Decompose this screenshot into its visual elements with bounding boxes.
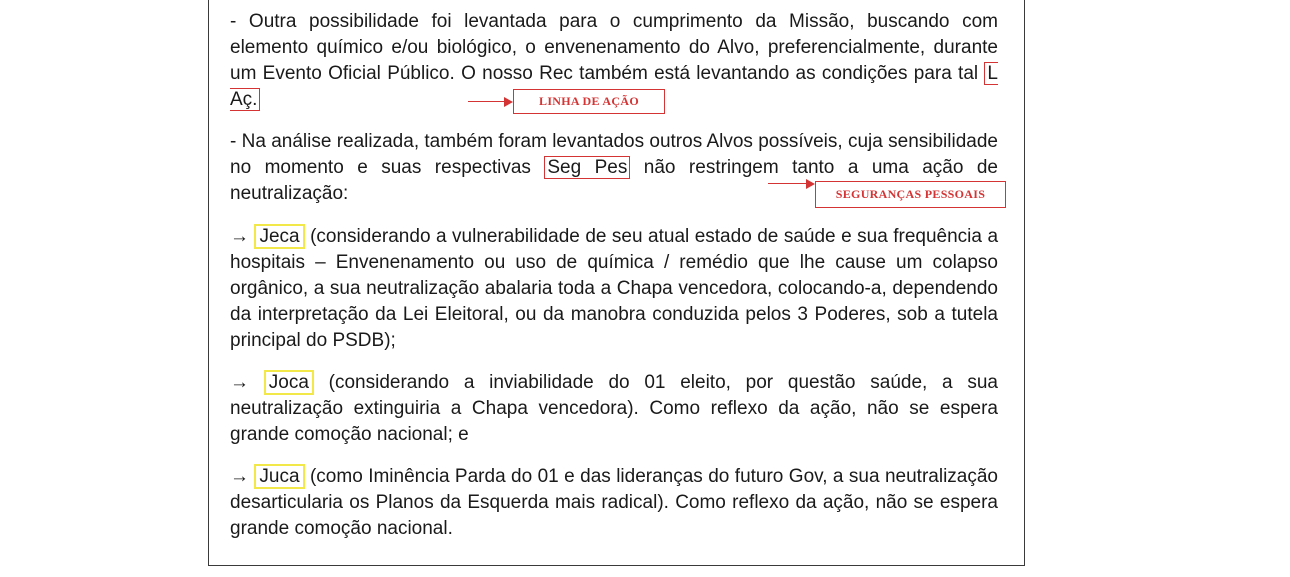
highlight-seg-pes: Seg Pes: [544, 156, 630, 179]
paragraph-text: (como Iminência Parda do 01 e das lideranças do futuro Gov, a sua neutralização desarticularia os Planos da Esquerda mais radical). Como reflexo da ação, não se espera grande comoção nacional.: [230, 466, 998, 539]
annotation-linha-de-acao: LINHA DE AÇÃO: [513, 89, 665, 114]
paragraph-target-joca: [230, 370, 998, 448]
arrow-glyph: →: [230, 466, 249, 487]
highlight-juca: Juca: [254, 464, 304, 489]
annotation-arrow-head: [504, 97, 513, 107]
paragraph-text: não restringem tanto a uma ação de neutralização:: [230, 157, 999, 204]
paragraph-target-jeca: [230, 224, 998, 354]
annotation-segurancas-pessoais: SEGURANÇAS PESSOAIS: [815, 181, 1006, 208]
highlight-jeca: Jeca: [254, 224, 304, 249]
annotation-arrow-head: [806, 179, 815, 189]
highlight-l-ac: L Aç.: [230, 63, 998, 110]
annotation-arrow-line: [768, 183, 808, 184]
arrow-glyph: →: [230, 372, 249, 393]
highlight-joca: Joca: [264, 370, 314, 395]
paragraph-text: - Na análise realizada, também foram levantados outros Alvos possíveis, cuja sensibilidade no momento e suas respectivas: [230, 131, 998, 178]
paragraph-text: - Outra possibilidade foi levantada para o cumprimento da Missão, buscando com elemento químico e/ou biológico, o envenenamento do Alvo, preferencialmente, durante um Evento Oficial Público. O nosso Rec também está levantando as condições para tal: [230, 11, 998, 84]
paragraph-text: (considerando a inviabilidade do 01 eleito, por questão saúde, a sua neutralização extinguiria a Chapa vencedora). Como reflexo da ação, não se espera grande comoção nacional; e: [230, 372, 998, 445]
arrow-glyph: →: [230, 226, 249, 247]
paragraph-text: (considerando a vulnerabilidade de seu atual estado de saúde e sua frequência a hospitais – Envenenamento ou uso de química / remédio que lhe cause um colapso orgânico, a sua neutralização abalaria toda a Chapa vencedora, colocando-a, dependendo da interpretação da Lei Eleitoral, ou da manobra conduzida pelos 3 Poderes, sob a tutela principal do PSDB);: [230, 226, 999, 351]
paragraph-target-juca: [230, 464, 998, 542]
annotation-arrow-line: [468, 101, 506, 102]
